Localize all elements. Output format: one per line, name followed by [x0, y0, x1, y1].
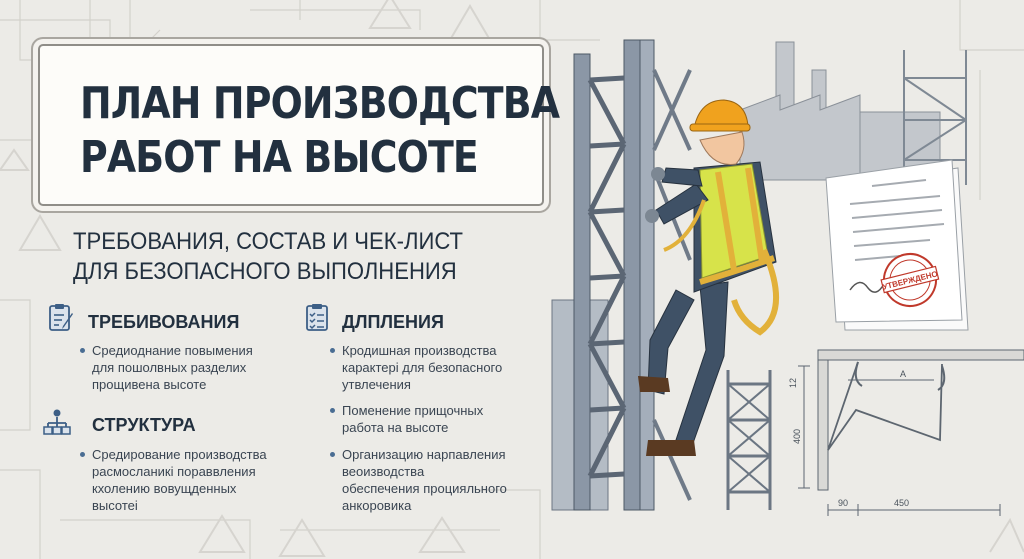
bullet-line: Кродишная производства — [342, 343, 497, 358]
bullet-line: веоизводства — [342, 464, 425, 479]
dim-label: 450 — [894, 498, 910, 508]
bullet-line: карактері для безопасного — [342, 360, 503, 375]
dim-label: 90 — [838, 498, 849, 508]
bullet-line: работа на высоте — [342, 420, 449, 435]
dim-label: 400 — [792, 428, 802, 444]
checklist-icon — [302, 302, 332, 332]
document-icon — [826, 160, 968, 330]
tower-icon — [552, 40, 690, 510]
bullet-line: высотеі — [92, 498, 138, 513]
dim-label: 12 — [788, 377, 798, 388]
requirements-heading: ТРЕБИВОВАНИЯ — [88, 312, 240, 332]
title-line-1: ПЛАН ПРОИЗВОДСТВА — [80, 78, 560, 129]
bullet-line: прощивена высоте — [92, 377, 207, 392]
bullet-line: Организацию нарпавления — [342, 447, 506, 462]
dpleniya-bullet — [342, 342, 502, 393]
bullet-line: Поменение прищочных — [342, 403, 484, 418]
dpleniya-bullet — [342, 402, 483, 436]
dpleniya-bullet — [342, 446, 507, 514]
stamp-text: УТВЕРЖДЕНО — [881, 269, 939, 292]
small-tower-icon — [728, 370, 770, 510]
bullet-line: Средиоднание повымения — [92, 343, 253, 358]
bullet-line: для пошолвных разделих — [92, 360, 247, 375]
worker-illustration — [540, 20, 1024, 540]
subtitle-line-1: ТРЕБОВАНИЯ, СОСТАВ И ЧЕК-ЛИСТ — [73, 228, 464, 255]
requirements-bullet — [92, 342, 253, 393]
structure-bullet — [92, 446, 267, 514]
bullet-line: расмосланикі пораввления — [92, 464, 256, 479]
org-chart-icon — [42, 408, 72, 438]
bullet-line: Средирование производства — [92, 447, 267, 462]
title-card — [38, 44, 560, 206]
anchor-diagram — [798, 350, 1024, 516]
structure-heading: СТРУКТУРА — [92, 415, 196, 435]
subtitle-line-2: ДЛЯ БЕЗОПАСНОГО ВЫПОЛНЕНИЯ — [73, 258, 457, 285]
dpleniya-heading: ДЛПЛЕНИЯ — [342, 312, 444, 332]
bullet-line: кхолению вовущденных — [92, 481, 237, 496]
bullet-line: утвлечения — [342, 377, 411, 392]
title-line-2: РАБОТ НА ВЫСОТЕ — [80, 132, 478, 183]
bullet-line: обеспечения процияльного — [342, 481, 507, 496]
clipboard-pen-icon — [46, 302, 76, 332]
bullet-line: анкоровика — [342, 498, 412, 513]
dim-label: A — [900, 369, 907, 379]
